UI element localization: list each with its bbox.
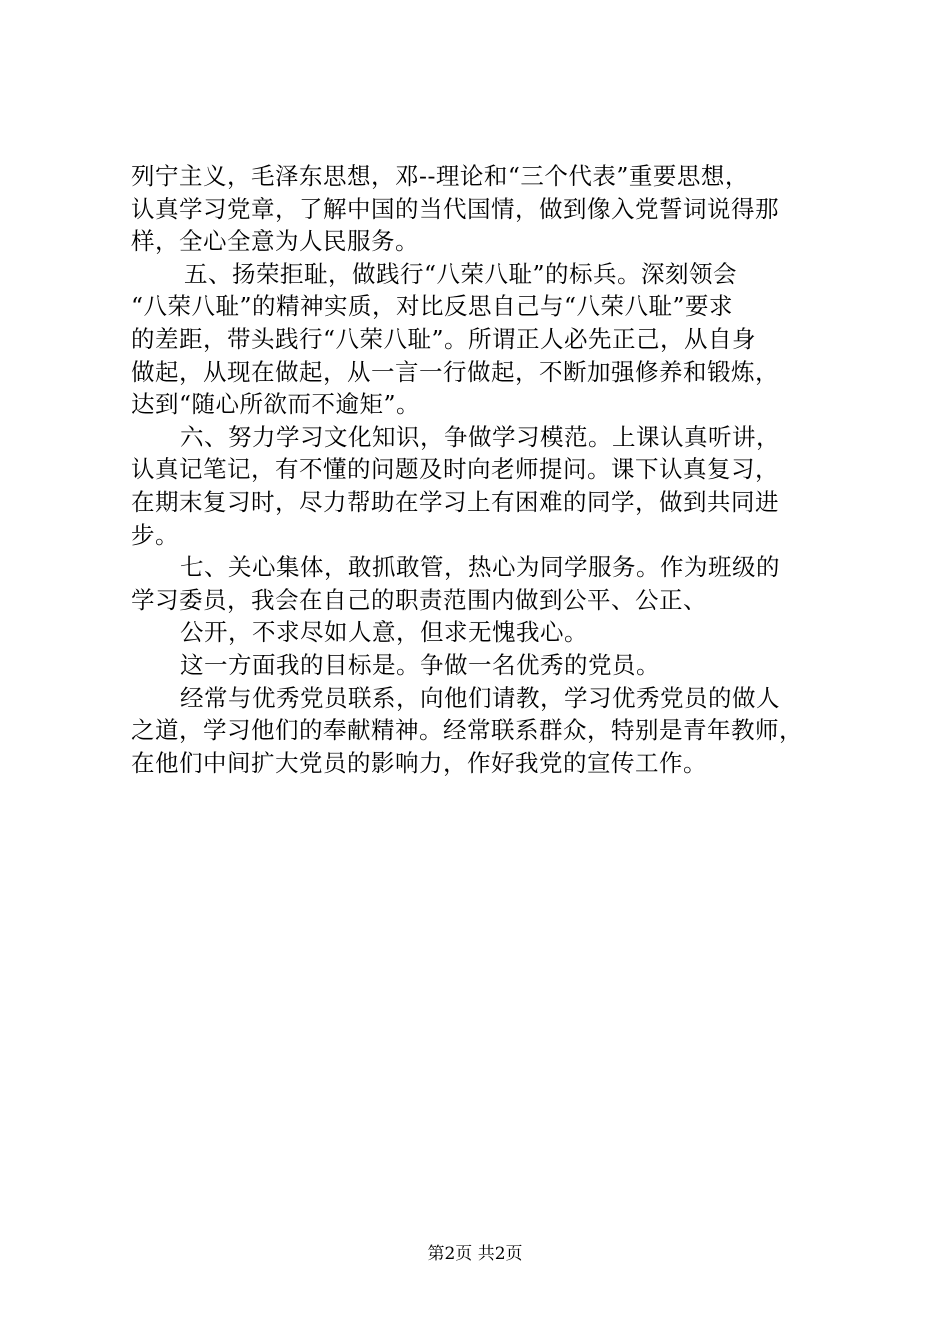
page-footer: 第2页 共2页 — [427, 1244, 523, 1264]
paragraph-six-start: 六、努力学习文化知识，争做学习模范。上课认真听讲， — [180, 422, 780, 451]
text-line: 的差距，带头践行“八荣八耻”。所谓正人必先正己，从自身 — [131, 324, 757, 353]
text-line: 做起，从现在做起，从一言一行做起，不断加强修养和锻炼， — [131, 357, 779, 386]
goal-line: 这一方面我的目标是。争做一名优秀的党员。 — [180, 650, 660, 679]
text-line: 认真记笔记，有不懂的问题及时向老师提问。课下认真复习， — [131, 455, 779, 484]
paragraph-seven-start: 七、关心集体，敢抓敢管，热心为同学服务。作为班级的 — [180, 553, 780, 582]
text-line: 在期末复习时，尽力帮助在学习上有困难的同学，做到共同进 — [131, 487, 779, 516]
text-line: 学习委员，我会在自己的职责范围内做到公平、公正、 — [131, 585, 707, 614]
text-line: 在他们中间扩大党员的影响力，作好我党的宣传工作。 — [131, 748, 707, 777]
body-text — [131, 160, 831, 779]
text-line: 公开，不求尽如人意，但求无愧我心。 — [180, 618, 588, 647]
text-line: 之道，学习他们的奉献精神。经常联系群众，特别是青年教师， — [131, 716, 803, 745]
text-line: 认真学习党章，了解中国的当代国情，做到像入党誓词说得那 — [131, 194, 779, 223]
text-line: 列宁主义，毛泽东思想，邓--理论和“三个代表”重要思想， — [131, 162, 749, 190]
paragraph-contact-start: 经常与优秀党员联系，向他们请教，学习优秀党员的做人 — [180, 683, 780, 712]
text-line: 步。 — [131, 520, 179, 549]
text-line: “八荣八耻”的精神实质，对比反思自己与“八荣八耻”要求 — [131, 292, 734, 321]
paragraph-five-start: 五、扬荣拒耻，做践行“八荣八耻”的标兵。深刻领会 — [184, 259, 738, 288]
text-line: 样，全心全意为人民服务。 — [131, 227, 419, 256]
text-line: 达到“随心所欲而不逾矩”。 — [131, 390, 421, 419]
